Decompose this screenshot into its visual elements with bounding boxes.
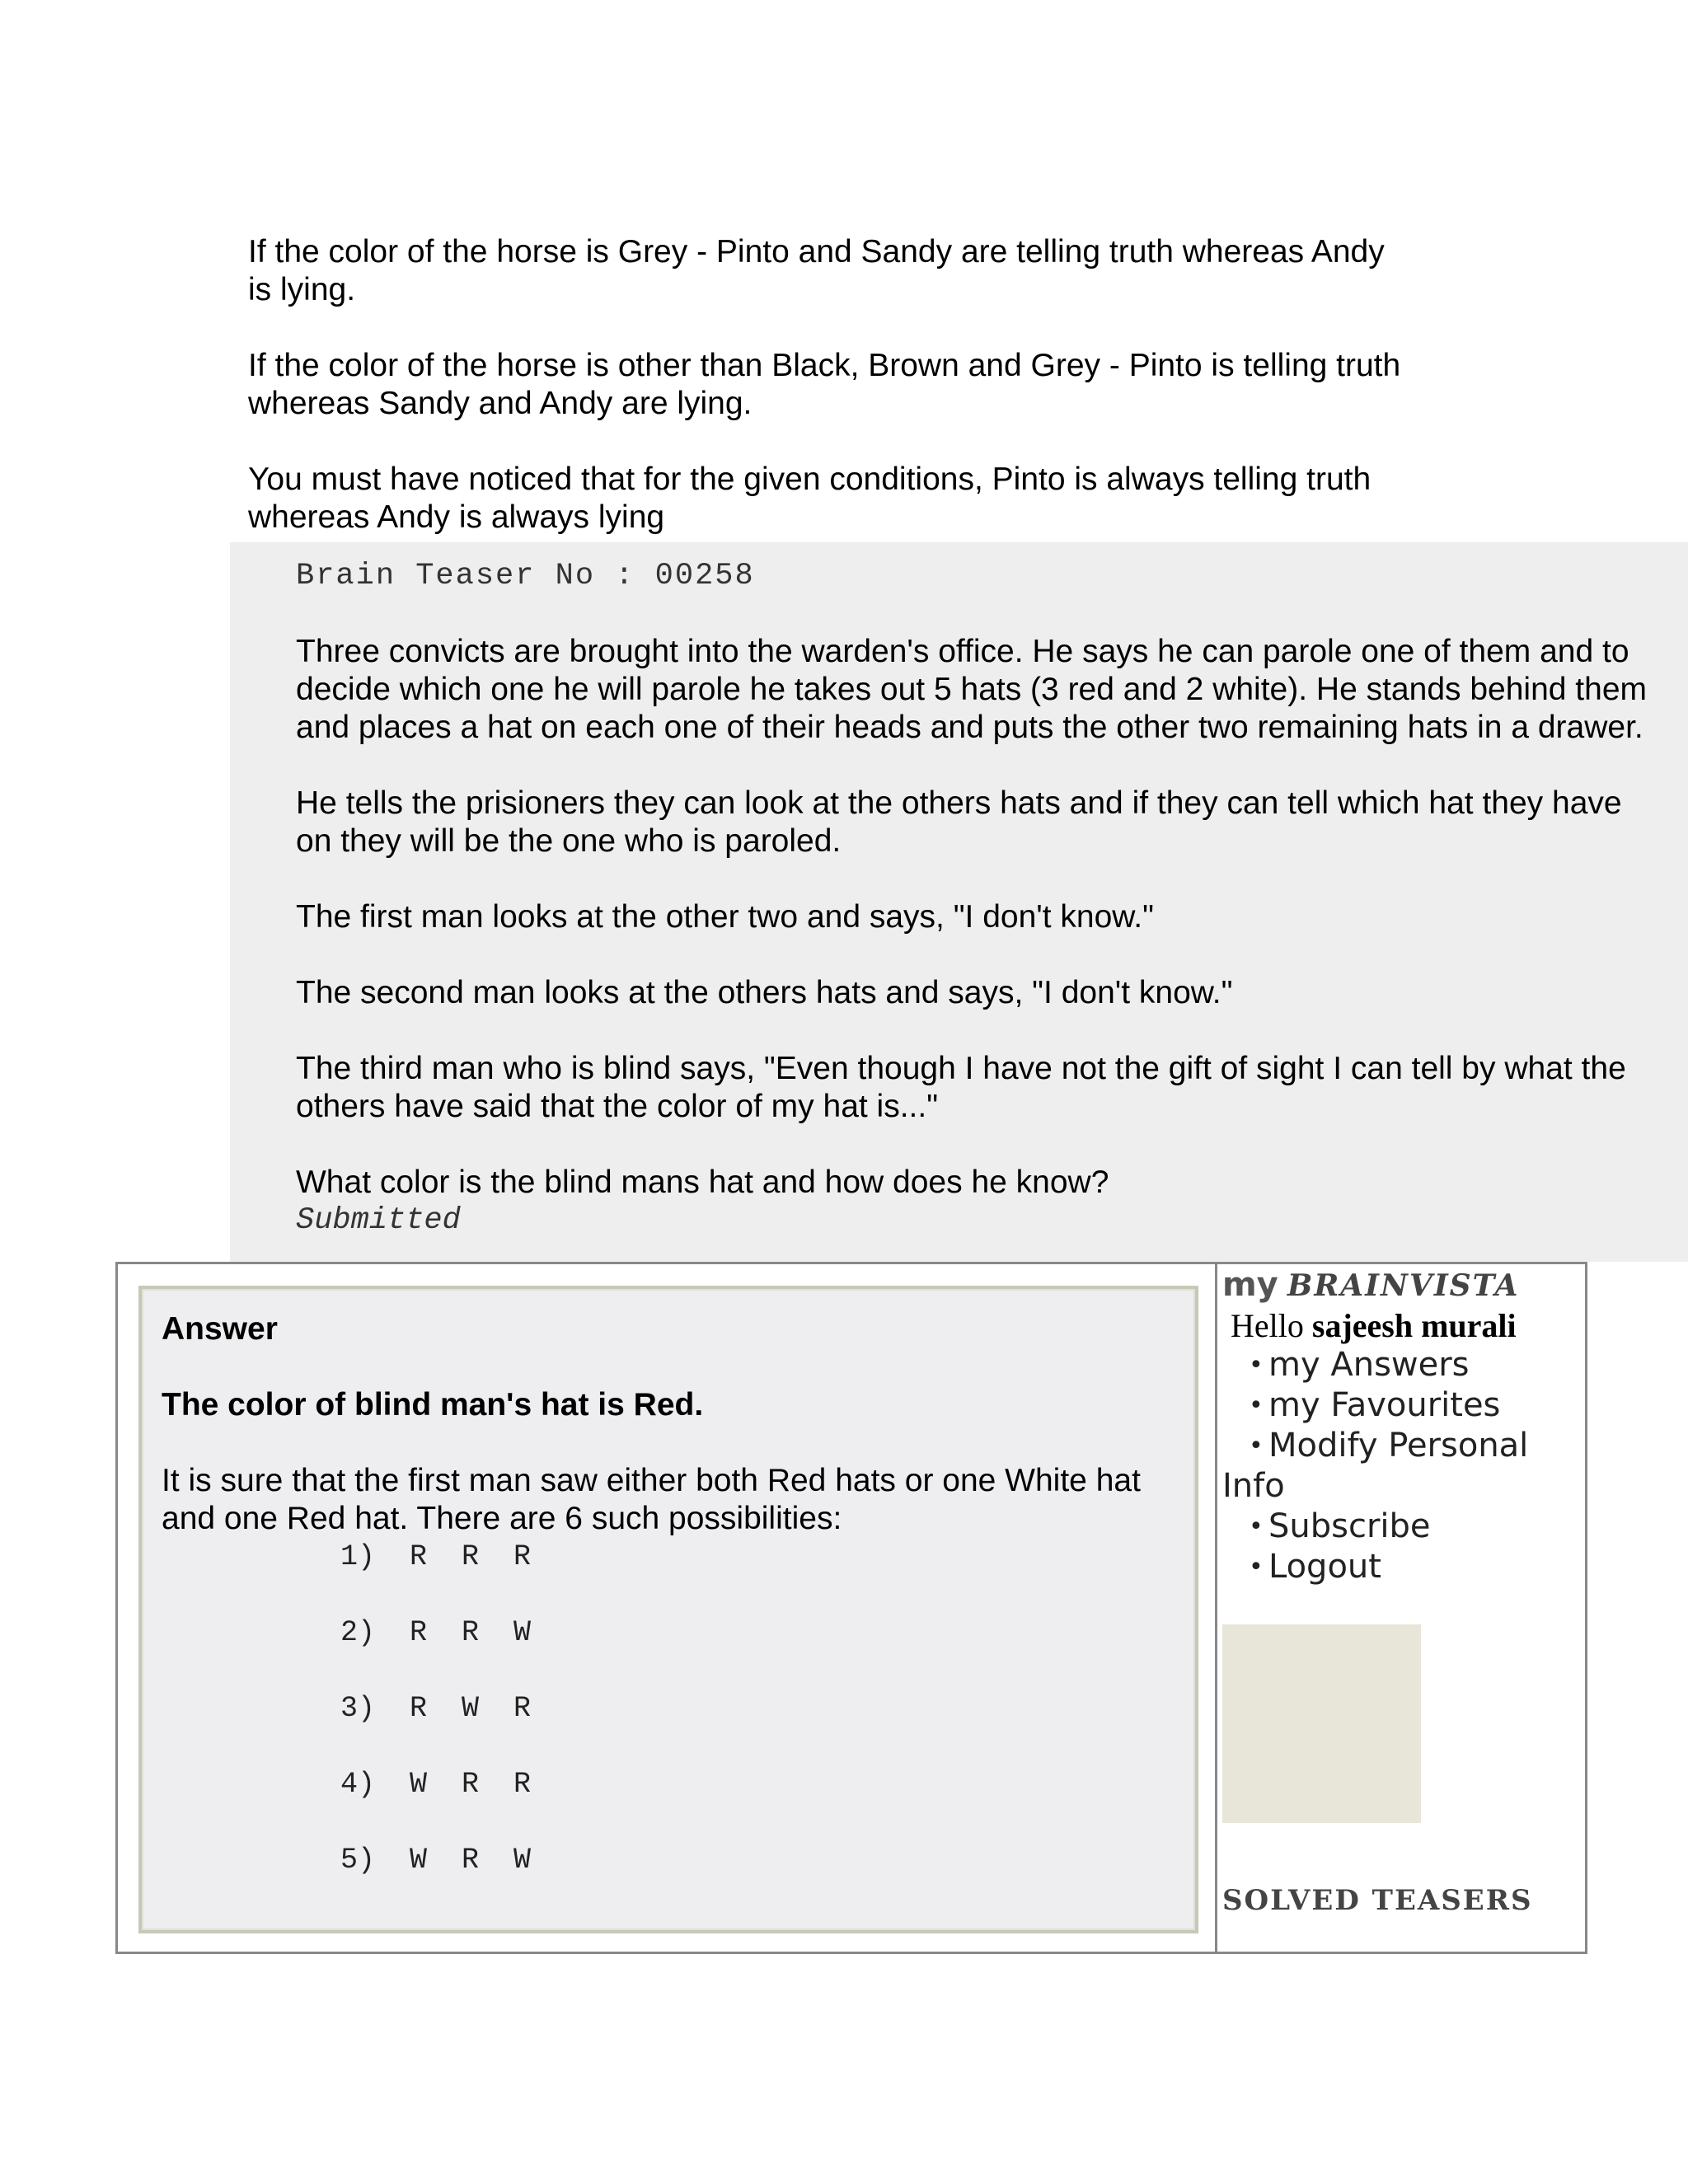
- possibility-item: 2) R R W: [340, 1616, 532, 1649]
- menu-label[interactable]: Modify Personal: [1268, 1427, 1529, 1465]
- text-line: If the color of the horse is other than Black, Brown and Grey - Pinto is telling truth: [248, 348, 1401, 383]
- answer-frame: [115, 1262, 1587, 1954]
- text-line: The third man who is blind says, "Even though I have not the gift of sight I can tell by what the: [296, 1051, 1626, 1086]
- intro-paragraph-other: [248, 347, 1451, 423]
- submitted-label: Submitted: [296, 1203, 461, 1238]
- answer-explanation: [162, 1462, 1184, 1538]
- teaser-paragraph: [296, 633, 1681, 747]
- text-line: and places a hat on each one of their heads and puts the other two remaining hats in a drawer.: [296, 710, 1643, 745]
- text-line: You must have noticed that for the given conditions, Pinto is always telling truth: [248, 462, 1372, 497]
- account-menu: [1222, 1345, 1585, 1587]
- menu-label[interactable]: my Answers: [1268, 1346, 1470, 1384]
- menu-item-modify-personal-info[interactable]: [1222, 1426, 1585, 1466]
- bullet-icon: •: [1249, 1351, 1264, 1380]
- placeholder-image: [1222, 1624, 1421, 1823]
- menu-item-logout[interactable]: [1222, 1547, 1585, 1587]
- menu-item-my-favourites[interactable]: [1222, 1385, 1585, 1426]
- text-line: If the color of the horse is Grey - Pinto and Sandy are telling truth whereas Andy: [248, 234, 1385, 269]
- possibility-item: 1) R R R: [340, 1540, 532, 1573]
- menu-item-my-answers[interactable]: [1222, 1345, 1585, 1385]
- text-line: decide which one he will parole he takes out 5 hats (3 red and 2 white). He stands behind them: [296, 672, 1647, 707]
- menu-item-subscribe[interactable]: [1222, 1507, 1585, 1547]
- intro-paragraph-conclusion: [248, 461, 1451, 537]
- text-line: whereas Sandy and Andy are lying.: [248, 386, 753, 421]
- teaser-number: Brain Teaser No : 00258: [296, 559, 755, 593]
- greeting: [1231, 1307, 1517, 1345]
- text-line: Three convicts are brought into the warden's office. He says he can parole one of them and to: [296, 634, 1629, 669]
- intro-paragraph-grey: [248, 233, 1451, 309]
- logo-brand-text: BRAINVISTA: [1287, 1268, 1520, 1303]
- answer-heading: Answer: [162, 1311, 278, 1347]
- menu-label[interactable]: Subscribe: [1268, 1507, 1431, 1545]
- teaser-box: [230, 542, 1688, 1262]
- teaser-paragraph: [296, 1050, 1681, 1126]
- bullet-icon: •: [1249, 1553, 1264, 1582]
- answer-content: [162, 1310, 1184, 1879]
- teaser-content: [296, 557, 1681, 1240]
- column-divider: [1215, 1264, 1217, 1952]
- menu-label[interactable]: my Favourites: [1268, 1386, 1501, 1424]
- text-line: whereas Andy is always lying: [248, 499, 665, 535]
- bullet-icon: •: [1249, 1432, 1264, 1460]
- possibility-item: 4) W R R: [340, 1768, 532, 1801]
- text-line: on they will be the one who is paroled.: [296, 823, 842, 859]
- text-line: others have said that the color of my hat is...": [296, 1089, 939, 1124]
- user-name: sajeesh murali: [1311, 1307, 1517, 1344]
- text-line: is lying.: [248, 272, 356, 307]
- bullet-icon: •: [1249, 1512, 1264, 1541]
- possibility-item: 5) W R W: [340, 1844, 532, 1877]
- possibility-item: 3) R W R: [340, 1692, 532, 1725]
- teaser-paragraph: [296, 785, 1681, 860]
- answer-summary: The color of blind man's hat is Red.: [162, 1387, 704, 1422]
- intro-text: [248, 233, 1451, 537]
- bullet-icon: •: [1249, 1391, 1264, 1420]
- teaser-paragraph: The second man looks at the others hats and says, "I don't know.": [296, 975, 1233, 1010]
- solved-teasers-heading: SOLVED TEASERS: [1222, 1884, 1533, 1917]
- my-brainvista-logo: [1222, 1266, 1519, 1305]
- answer-panel: [138, 1286, 1198, 1933]
- logo-my-text: my: [1222, 1266, 1278, 1304]
- menu-label[interactable]: Logout: [1268, 1548, 1381, 1586]
- teaser-question: What color is the blind mans hat and how does he know?: [296, 1165, 1109, 1200]
- teaser-paragraph: The first man looks at the other two and says, "I don't know.": [296, 899, 1154, 935]
- menu-label-continuation[interactable]: Info: [1222, 1467, 1285, 1505]
- text-line: It is sure that the first man saw either both Red hats or one White hat: [162, 1463, 1141, 1498]
- text-line: and one Red hat. There are 6 such possibilities:: [162, 1501, 842, 1536]
- greeting-prefix: Hello: [1231, 1307, 1304, 1344]
- text-line: He tells the prisioners they can look at the others hats and if they can tell which hat they have: [296, 785, 1622, 821]
